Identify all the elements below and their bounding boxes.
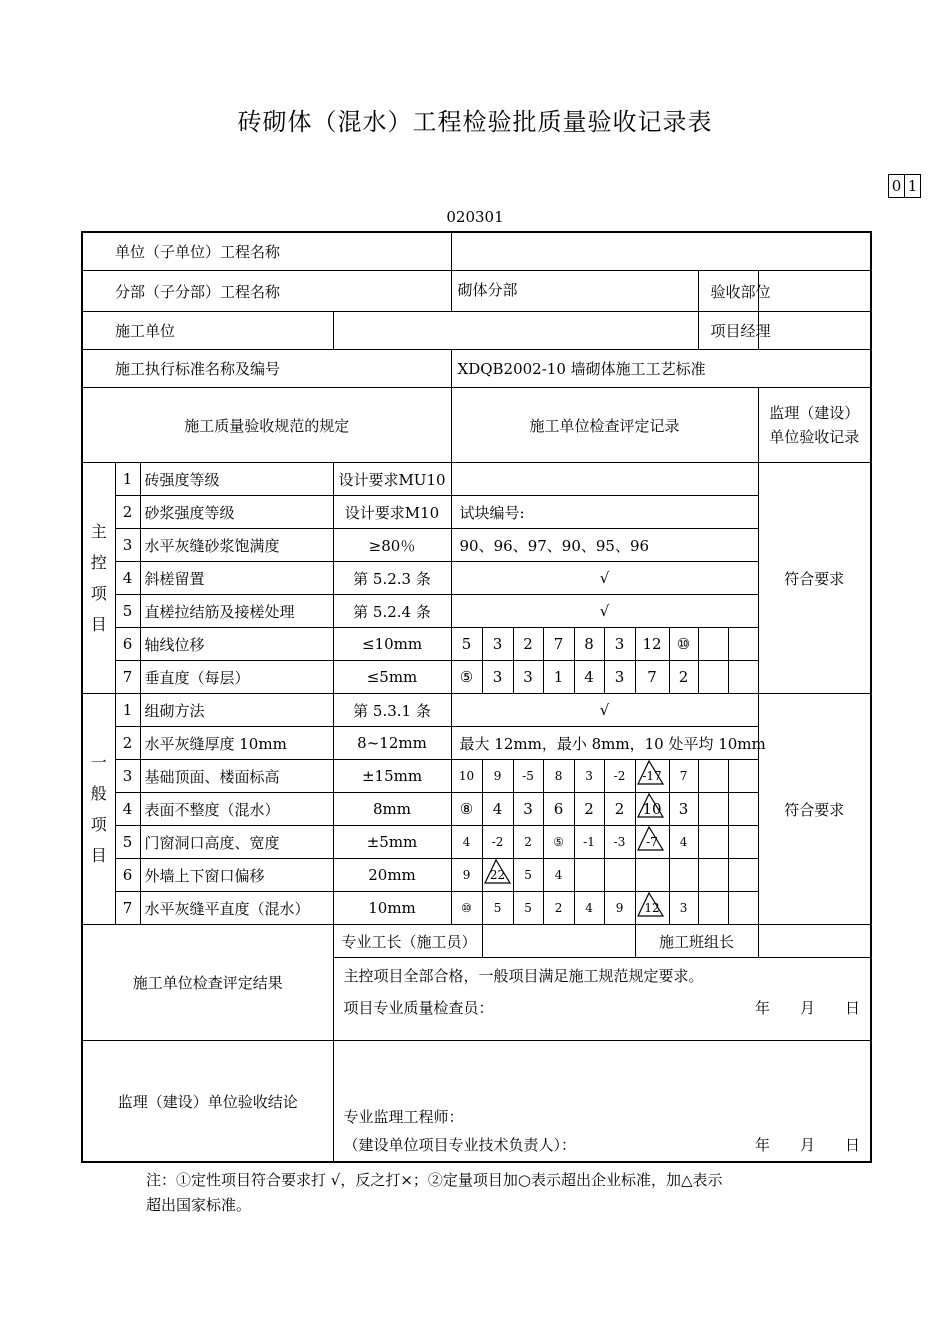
measured-value: 5 <box>482 892 513 925</box>
division-value: 砌体分部 <box>451 271 698 312</box>
item-number: 1 <box>115 694 140 727</box>
measured-value: 3 <box>574 760 604 793</box>
measured-value: 2 <box>669 661 698 694</box>
main-item-row <box>82 529 871 562</box>
measured-value: ⑤ <box>543 826 574 859</box>
item-spec: 20mm <box>333 859 451 892</box>
foreman-label: 专业工长（施工员） <box>333 925 482 958</box>
measured-value: ⑤ <box>451 661 482 694</box>
supervision-owner-line <box>338 1131 867 1159</box>
item-name: 砂浆强度等级 <box>140 496 333 529</box>
footnote-line: 超出国家标准。 <box>146 1196 252 1214</box>
record-column-header: 施工单位检查评定记录 <box>451 388 758 463</box>
measured-value: 7 <box>635 661 669 694</box>
item-number: 2 <box>115 727 140 760</box>
supervision-label: 监理（建设）单位验收结论 <box>82 1041 333 1163</box>
measured-value <box>698 661 728 694</box>
measured-value: 9 <box>482 760 513 793</box>
measured-value-text: -17 <box>642 769 662 783</box>
item-name: 垂直度（每层） <box>140 661 333 694</box>
supervision-column-header: 监理（建设）单位验收记录 <box>758 388 871 463</box>
contractor-label: 施工单位 <box>82 312 333 350</box>
inspector-label: 项目专业质量检查员： <box>343 999 494 1017</box>
measured-value: 3 <box>604 628 635 661</box>
item-name: 斜槎留置 <box>140 562 333 595</box>
general-group-label <box>82 694 115 925</box>
measured-value: 3 <box>669 892 698 925</box>
item-number: 4 <box>115 562 140 595</box>
measured-value: 3 <box>482 661 513 694</box>
item-spec: ±5mm <box>333 826 451 859</box>
measured-value: 3 <box>604 661 635 694</box>
item-spec: 第 5.2.4 条 <box>333 595 451 628</box>
measured-value <box>635 826 669 859</box>
unit-value <box>451 232 871 271</box>
measured-value <box>728 661 758 694</box>
item-spec: 第 5.2.3 条 <box>333 562 451 595</box>
measured-value: -5 <box>513 760 543 793</box>
item-record <box>451 463 758 496</box>
eval-conclusion: 主控项目全部合格，一般项目满足施工规范规定要求。 <box>343 967 704 985</box>
measured-value <box>728 760 758 793</box>
measured-value: 2 <box>543 892 574 925</box>
item-record: 试块编号: <box>451 496 758 529</box>
measured-value: 4 <box>574 661 604 694</box>
measured-value: -3 <box>604 826 635 859</box>
measured-value: 1 <box>543 661 574 694</box>
measured-value <box>698 892 728 925</box>
item-number: 7 <box>115 892 140 925</box>
item-name: 表面不整度（混水） <box>140 793 333 826</box>
measured-value <box>698 760 728 793</box>
manager-value <box>758 312 871 350</box>
measured-value: -1 <box>574 826 604 859</box>
item-spec: ±15mm <box>333 760 451 793</box>
supervision-conclusion-cell <box>333 1041 871 1163</box>
item-name: 轴线位移 <box>140 628 333 661</box>
measured-value: 8 <box>543 760 574 793</box>
item-spec: ≥80％ <box>333 529 451 562</box>
sheet-number-digit: 0 <box>891 177 902 195</box>
sheet-number-boxes <box>888 174 921 198</box>
main-item-row <box>82 661 871 694</box>
measured-value <box>698 628 728 661</box>
item-name: 基础顶面、楼面标高 <box>140 760 333 793</box>
measured-value-text: -7 <box>646 835 658 849</box>
measured-value <box>635 892 669 925</box>
main-group-label <box>82 463 115 694</box>
measured-value: 3 <box>513 793 543 826</box>
item-name: 门窗洞口高度、宽度 <box>140 826 333 859</box>
measured-value: 2 <box>574 793 604 826</box>
form-title: 砖砌体（混水）工程检验批质量验收记录表 <box>237 108 713 136</box>
main-item-row <box>82 595 871 628</box>
supervision-date: 年 月 日 <box>755 1136 861 1154</box>
eval-row-signatures <box>82 925 871 958</box>
acceptance-part-label: 验收部位 <box>698 271 758 312</box>
general-item-row <box>82 826 871 859</box>
item-number: 5 <box>115 595 140 628</box>
acceptance-part-value <box>758 271 871 312</box>
measured-value <box>635 793 669 826</box>
item-spec: ≤5mm <box>333 661 451 694</box>
measured-value <box>669 859 698 892</box>
measured-value-text: 22 <box>489 868 506 882</box>
measured-value: 12 <box>635 628 669 661</box>
general-item-row <box>82 694 871 727</box>
item-spec: 设计要求M10 <box>333 496 451 529</box>
measured-value: ⑩ <box>451 892 482 925</box>
header-row-standard <box>82 350 871 388</box>
measured-value <box>635 859 669 892</box>
measured-value: 4 <box>574 892 604 925</box>
general-item-row <box>82 793 871 826</box>
sheet-number-digit: 1 <box>904 175 920 197</box>
measured-value <box>482 859 513 892</box>
item-name: 水平灰缝厚度 10mm <box>140 727 333 760</box>
supervision-owner-label: （建设单位项目专业技术负责人）： <box>343 1136 577 1154</box>
item-name: 组砌方法 <box>140 694 333 727</box>
measured-value <box>698 859 728 892</box>
main-item-row <box>82 562 871 595</box>
item-number: 3 <box>115 760 140 793</box>
item-record-check: √ <box>451 595 758 628</box>
measured-value-text: 12 <box>644 901 660 915</box>
spec-column-header: 施工质量验收规范的规定 <box>82 388 451 463</box>
main-group-result: 符合要求 <box>758 463 871 694</box>
measured-value: 4 <box>482 793 513 826</box>
foreman-value <box>482 925 635 958</box>
item-number: 3 <box>115 529 140 562</box>
measured-value: 4 <box>669 826 698 859</box>
main-group-label-text: 主控项目 <box>90 522 107 634</box>
measured-value: ⑩ <box>669 628 698 661</box>
item-record: 90、96、97、90、95、96 <box>451 529 758 562</box>
manager-label: 项目经理 <box>698 312 758 350</box>
supervision-engineer: 专业监理工程师： <box>343 1108 464 1126</box>
measured-value: 7 <box>669 760 698 793</box>
measured-value <box>604 859 635 892</box>
item-name: 水平灰缝平直度（混水） <box>140 892 333 925</box>
team-leader-value <box>758 925 871 958</box>
item-number: 1 <box>115 463 140 496</box>
unit-label: 单位（子单位）工程名称 <box>82 232 451 271</box>
measured-value <box>728 826 758 859</box>
eval-date: 年 月 日 <box>755 999 861 1017</box>
measured-value: 3 <box>669 793 698 826</box>
item-spec: 8mm <box>333 793 451 826</box>
measured-value <box>698 826 728 859</box>
measured-value <box>635 760 669 793</box>
general-group-result: 符合要求 <box>758 694 871 925</box>
item-record-check: √ <box>451 562 758 595</box>
main-item-row <box>82 463 871 496</box>
item-number: 2 <box>115 496 140 529</box>
item-number: 6 <box>115 628 140 661</box>
header-row-division <box>82 271 871 312</box>
measured-value: 3 <box>513 661 543 694</box>
item-number: 6 <box>115 859 140 892</box>
item-number: 7 <box>115 661 140 694</box>
item-name: 砖强度等级 <box>140 463 333 496</box>
main-item-row <box>82 628 871 661</box>
measured-value: -2 <box>482 826 513 859</box>
general-group-label-text: 一般项目 <box>90 753 107 865</box>
measured-value <box>698 793 728 826</box>
general-item-row <box>82 727 871 760</box>
item-record: 最大 12mm，最小 8mm，10 处平均 10mm <box>451 727 758 760</box>
measured-value: 8 <box>574 628 604 661</box>
general-item-row <box>82 859 871 892</box>
measured-value <box>728 628 758 661</box>
header-row-unit <box>82 232 871 271</box>
measured-value <box>728 859 758 892</box>
measured-value: 5 <box>451 628 482 661</box>
measured-value: 4 <box>543 859 574 892</box>
general-item-row <box>82 760 871 793</box>
contractor-value <box>333 312 698 350</box>
measured-value: -2 <box>604 760 635 793</box>
eval-label: 施工单位检查评定结果 <box>82 925 333 1041</box>
measured-value-text: 10 <box>642 800 662 818</box>
measured-value <box>728 793 758 826</box>
measured-value: 9 <box>451 859 482 892</box>
item-number: 5 <box>115 826 140 859</box>
measured-value: 3 <box>482 628 513 661</box>
item-number: 4 <box>115 793 140 826</box>
measured-value: 5 <box>513 892 543 925</box>
column-header-row <box>82 388 871 463</box>
measured-value: 7 <box>543 628 574 661</box>
item-spec: 设计要求MU10 <box>333 463 451 496</box>
measured-value: 2 <box>513 826 543 859</box>
measured-value: 2 <box>513 628 543 661</box>
measured-value: 4 <box>451 826 482 859</box>
inspection-table <box>81 231 872 1163</box>
main-item-row <box>82 496 871 529</box>
item-spec: ≤10mm <box>333 628 451 661</box>
header-row-contractor <box>82 312 871 350</box>
measured-value <box>574 859 604 892</box>
measured-value: 2 <box>604 793 635 826</box>
item-name: 外墙上下窗口偏移 <box>140 859 333 892</box>
item-name: 直槎拉结筋及接槎处理 <box>140 595 333 628</box>
item-spec: 8~12mm <box>333 727 451 760</box>
eval-conclusion-cell <box>333 958 871 1041</box>
standard-value: XDQB2002-10 墙砌体施工工艺标准 <box>451 350 871 388</box>
footnote-line: 注：①定性项目符合要求打 √，反之打×；②定量项目加○表示超出企业标准，加△表示 <box>146 1171 723 1189</box>
measured-value: 6 <box>543 793 574 826</box>
item-record-check: √ <box>451 694 758 727</box>
form-code: 020301 <box>446 208 504 226</box>
measured-value <box>728 892 758 925</box>
general-item-row <box>82 892 871 925</box>
team-leader-label: 施工班组长 <box>635 925 758 958</box>
footnote <box>146 1168 826 1218</box>
measured-value: ⑧ <box>451 793 482 826</box>
item-spec: 10mm <box>333 892 451 925</box>
measured-value: 5 <box>513 859 543 892</box>
eval-inspector-line <box>338 994 867 1022</box>
measured-value: 10 <box>451 760 482 793</box>
division-label: 分部（子分部）工程名称 <box>82 271 451 312</box>
standard-label: 施工执行标准名称及编号 <box>82 350 451 388</box>
supervision-row <box>82 1041 871 1163</box>
item-spec: 第 5.3.1 条 <box>333 694 451 727</box>
measured-value: 9 <box>604 892 635 925</box>
item-name: 水平灰缝砂浆饱满度 <box>140 529 333 562</box>
